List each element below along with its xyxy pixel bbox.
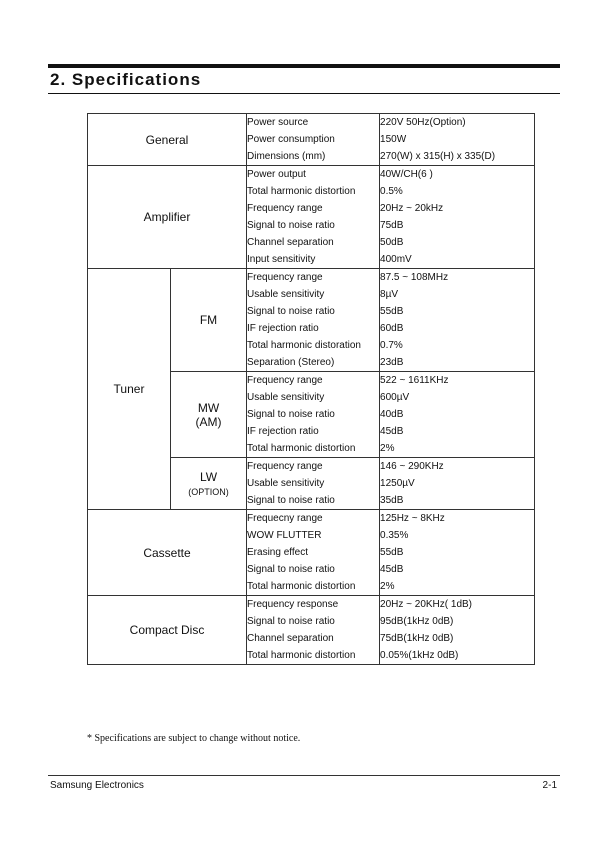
- tuner-fm-row: [88, 269, 535, 372]
- spec-value: 150W: [380, 134, 407, 145]
- fm-params: [247, 269, 380, 372]
- footer-company: Samsung Electronics: [50, 780, 144, 791]
- spec-value: 40W/CH(6 ): [380, 169, 433, 180]
- spec-value: 35dB: [380, 495, 404, 506]
- spec-value: 40dB: [380, 409, 404, 420]
- amplifier-row: [88, 166, 535, 269]
- mw-label: [171, 372, 247, 458]
- spec-value: 75dB(1kHz 0dB): [380, 633, 454, 644]
- spec-value: 50dB: [380, 237, 404, 248]
- spec-value: 600µV: [380, 392, 410, 403]
- spec-value: 0.05%(1kHz 0dB): [380, 650, 459, 661]
- lw-option-note: (OPTION): [188, 487, 229, 497]
- fm-label: FM: [171, 269, 247, 372]
- cassette-label: Cassette: [88, 510, 247, 596]
- cassette-values: [380, 510, 535, 596]
- footnote: * Specifications are subject to change without notice.: [87, 733, 301, 744]
- cd-params: [247, 596, 380, 665]
- spec-parameter: Usable sensitivity: [247, 392, 325, 403]
- spec-parameter: Total harmonic distoration: [247, 340, 361, 351]
- spec-value: 8µV: [380, 289, 399, 300]
- spec-parameter: IF rejection ratio: [247, 323, 319, 334]
- spec-parameter: Frequency range: [247, 375, 323, 386]
- general-row: [88, 114, 535, 166]
- spec-parameter: Frequency response: [247, 599, 339, 610]
- general-params: [247, 114, 380, 166]
- spec-value: 45dB: [380, 564, 404, 575]
- spec-parameter: Signal to noise ratio: [247, 306, 335, 317]
- spec-parameter: Usable sensitivity: [247, 478, 325, 489]
- title-rule: [48, 93, 560, 94]
- spec-parameter: Input sensitivity: [247, 254, 316, 265]
- spec-value: 0.5%: [380, 186, 403, 197]
- spec-value: 87.5 ~ 108MHz: [380, 272, 449, 283]
- spec-value: 60dB: [380, 323, 404, 334]
- spec-parameter: Signal to noise ratio: [247, 495, 335, 506]
- spec-value: 125Hz ~ 8KHz: [380, 513, 445, 524]
- general-label: General: [88, 114, 247, 166]
- lw-label-text: LW: [199, 470, 218, 484]
- amplifier-values: [380, 166, 535, 269]
- spec-parameter: Total harmonic distortion: [247, 650, 356, 661]
- spec-value: 2%: [380, 581, 395, 592]
- spec-parameter: Usable sensitivity: [247, 289, 325, 300]
- lw-values: [380, 458, 535, 510]
- spec-parameter: Signal to noise ratio: [247, 616, 335, 627]
- lw-params: [247, 458, 380, 510]
- spec-value: 220V 50Hz(Option): [380, 117, 466, 128]
- mw-label-line1: MW: [197, 400, 220, 415]
- spec-value: 45dB: [380, 426, 404, 437]
- spec-parameter: Frequency range: [247, 272, 323, 283]
- lw-label: [171, 458, 247, 510]
- spec-value: 0.35%: [380, 530, 409, 541]
- spec-parameter: Frequency range: [247, 461, 323, 472]
- compact-disc-label: Compact Disc: [88, 596, 247, 665]
- cassette-params: [247, 510, 380, 596]
- spec-parameter: Power consumption: [247, 134, 335, 145]
- spec-parameter: IF rejection ratio: [247, 426, 319, 437]
- spec-parameter: Dimensions (mm): [247, 151, 326, 162]
- page-title: 2. Specifications: [50, 70, 202, 89]
- spec-value: 400mV: [380, 254, 412, 265]
- spec-parameter: Signal to noise ratio: [247, 564, 335, 575]
- spec-value: 0.7%: [380, 340, 403, 351]
- mw-values: [380, 372, 535, 458]
- spec-parameter: Frequency range: [247, 203, 323, 214]
- cassette-row: [88, 510, 535, 596]
- spec-parameter: Signal to noise ratio: [247, 220, 335, 231]
- specifications-table: [87, 113, 535, 665]
- spec-parameter: Power output: [247, 169, 306, 180]
- amplifier-label: Amplifier: [88, 166, 247, 269]
- spec-value: 20Hz ~ 20KHz( 1dB): [380, 599, 473, 610]
- top-rule: [48, 64, 560, 68]
- spec-value: 1250µV: [380, 478, 415, 489]
- cd-values: [380, 596, 535, 665]
- general-values: [380, 114, 535, 166]
- spec-parameter: Total harmonic distortion: [247, 443, 356, 454]
- spec-value: 146 ~ 290KHz: [380, 461, 444, 472]
- spec-value: 20Hz ~ 20kHz: [380, 203, 444, 214]
- spec-value: 55dB: [380, 306, 404, 317]
- spec-parameter: Signal to noise ratio: [247, 409, 335, 420]
- spec-value: 75dB: [380, 220, 404, 231]
- spec-value: 23dB: [380, 357, 404, 368]
- footer-page-number: 2-1: [542, 780, 557, 791]
- mw-label-line2: (AM): [195, 414, 222, 429]
- spec-value: 95dB(1kHz 0dB): [380, 616, 454, 627]
- spec-parameter: WOW FLUTTER: [247, 530, 322, 541]
- spec-value: 2%: [380, 443, 395, 454]
- spec-value: 270(W) x 315(H) x 335(D): [380, 151, 496, 162]
- amplifier-params: [247, 166, 380, 269]
- spec-parameter: Frequecny range: [247, 513, 323, 524]
- spec-parameter: Separation (Stereo): [247, 357, 335, 368]
- spec-parameter: Erasing effect: [247, 547, 308, 558]
- mw-params: [247, 372, 380, 458]
- tuner-label: Tuner: [88, 269, 171, 510]
- spec-parameter: Total harmonic distortion: [247, 581, 356, 592]
- spec-parameter: Channel separation: [247, 633, 334, 644]
- fm-values: [380, 269, 535, 372]
- spec-parameter: Total harmonic distortion: [247, 186, 356, 197]
- spec-value: 522 ~ 1611KHz: [380, 375, 449, 386]
- spec-parameter: Channel separation: [247, 237, 334, 248]
- compact-disc-row: [88, 596, 535, 665]
- spec-value: 55dB: [380, 547, 404, 558]
- footer-rule: [48, 775, 560, 776]
- spec-parameter: Power source: [247, 117, 309, 128]
